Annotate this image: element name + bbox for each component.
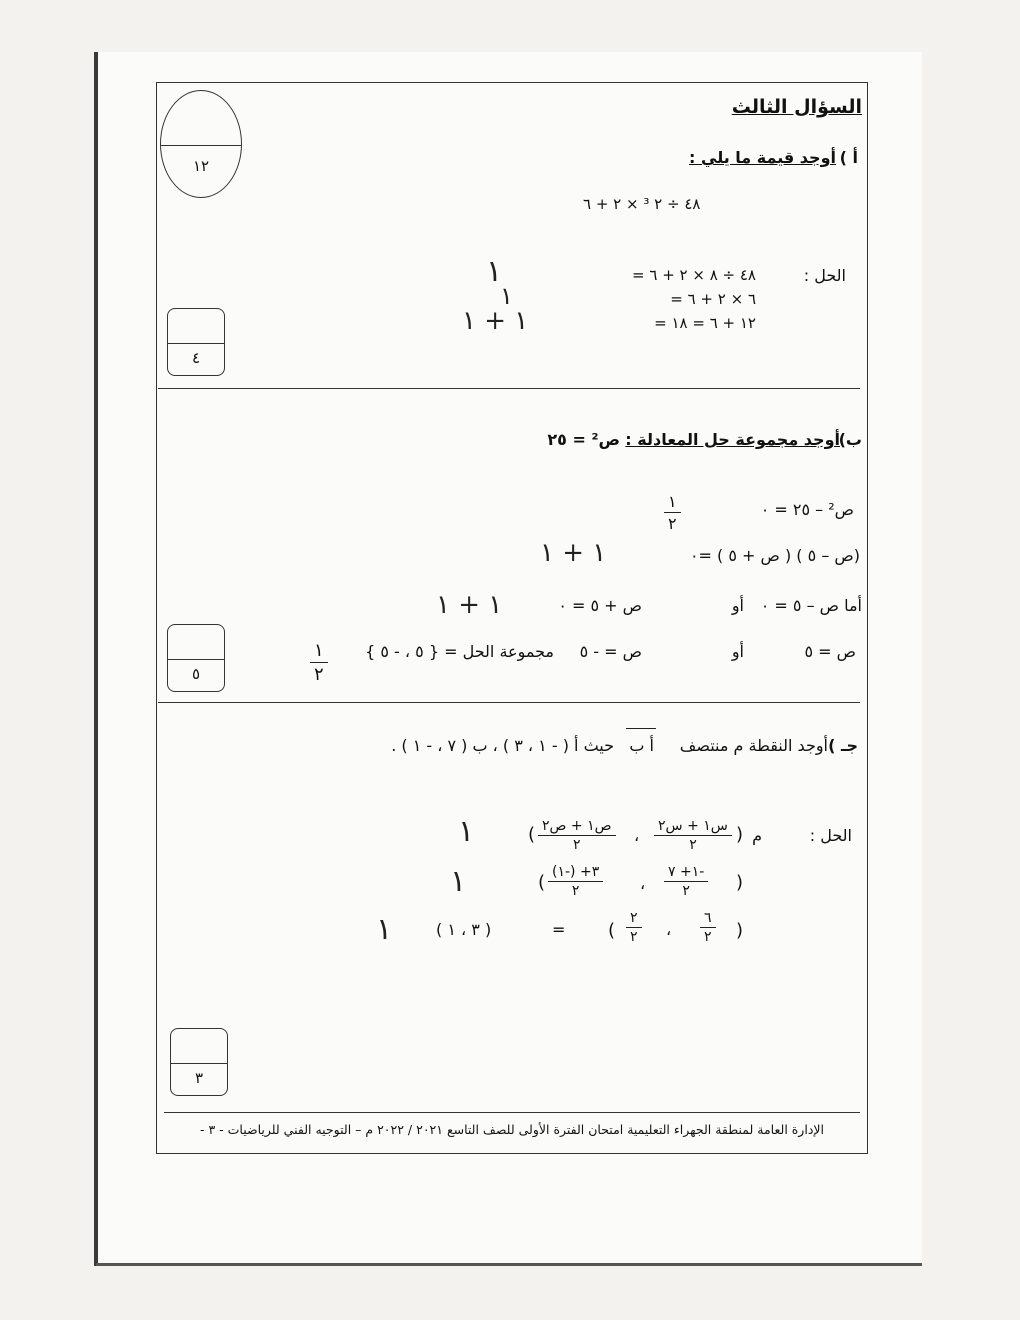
- segment-overline: [626, 728, 656, 729]
- part-b-half-mark-2: ١ ٢: [310, 640, 328, 685]
- part-b-or-1: أو: [731, 596, 744, 615]
- part-c-mark-1: ١: [458, 814, 475, 849]
- paper-bottom-edge: [96, 1263, 922, 1266]
- divider-a-b: [158, 388, 860, 389]
- paper-left-edge: [94, 52, 98, 1266]
- part-b-prompt: أوجد مجموعة حل المعادلة :: [625, 430, 840, 449]
- part-c-l2-x-frac: -١+ ٧ ٢: [664, 864, 708, 899]
- part-b-mark-2: ١ + ١: [436, 590, 503, 620]
- part-a-box-mark: ٤: [191, 349, 201, 367]
- part-b-solution-set: مجموعة الحل = { ٥ ، - ٥ }: [365, 642, 554, 661]
- part-c-l3-comma: ،: [666, 920, 672, 939]
- part-c-l3-y-frac: ٢ ٢: [626, 910, 642, 945]
- footer-divider: [164, 1112, 860, 1113]
- part-c-l3-open: ): [736, 920, 744, 941]
- part-b-mark-1: ١ + ١: [540, 538, 607, 568]
- part-b-equation: ص² = ٢٥: [547, 430, 620, 449]
- part-a-mark-3: ١ + ١: [462, 306, 529, 336]
- part-c-point: م: [752, 826, 762, 845]
- part-c-mark-3: ١: [376, 912, 393, 947]
- part-c-l2-open: ): [736, 872, 744, 893]
- part-a-step-2: = ٦ × ٢ + ٦: [670, 290, 756, 308]
- part-c-l2-y-frac: ٣+ (-١) ٢: [548, 864, 603, 899]
- part-c-l3-close: (: [608, 920, 616, 941]
- part-b-step-4: ص = ٥: [804, 642, 856, 661]
- part-b-half-mark-1: ١ ٢: [664, 492, 681, 533]
- part-b-step-1: ص² – ٢٥ = ٠: [760, 500, 854, 519]
- part-c-result: ( ٣ ، ١ ): [436, 920, 492, 939]
- part-a-mark-2: ١: [500, 282, 513, 310]
- part-a-solution-label: الحل :: [803, 266, 846, 285]
- part-c-l1-open: ): [736, 824, 744, 845]
- part-b-box-mark: ٥: [191, 665, 201, 683]
- exam-frame: [156, 82, 868, 1154]
- divider-b-c: [158, 702, 860, 703]
- part-b-step-2: (ص – ٥ ) ( ص + ٥ ) =٠: [689, 546, 860, 565]
- part-c-l2-comma: ،: [640, 874, 646, 893]
- part-b-label: ب): [838, 430, 862, 449]
- part-c-l1-close: (: [528, 824, 536, 845]
- part-c-mark-2: ١: [450, 864, 467, 899]
- part-c-prompt: أوجد النقطة م منتصف: [679, 736, 828, 755]
- page-footer: الإدارة العامة لمنطقة الجهراء التعليمية امتحان الفترة الأولى للصف التاسع ٢٠٢١ / ٢٠٢٢ م – التوجيه الفني للرياضيات - ٣ -: [199, 1122, 824, 1137]
- part-c-l1-y-frac: ص١ + ص٢ ٢: [538, 818, 616, 853]
- part-c-mark-box: [170, 1028, 228, 1096]
- part-a-label: أ ): [839, 148, 858, 167]
- part-a-prompt: أوجد قيمة ما يلي :: [689, 148, 836, 167]
- total-mark-oval: [160, 90, 242, 198]
- part-a-expression: ٤٨ ÷ ٢ ³ × ٢ + ٦: [583, 195, 701, 213]
- part-a-mark-1: ١: [486, 254, 503, 289]
- part-a-mark-box: [167, 308, 225, 376]
- part-b-or-2: أو: [731, 642, 744, 661]
- part-c-l3-equals: =: [552, 920, 566, 939]
- part-c-l1-x-frac: س١ + س٢ ٢: [654, 818, 732, 853]
- part-c-box-mark: ٣: [194, 1069, 204, 1087]
- part-b-or-step-1: ص + ٥ = ٠: [558, 596, 642, 615]
- part-b-step-3: أما ص – ٥ = ٠: [760, 596, 862, 615]
- part-c-l3-x-frac: ٦ ٢: [700, 910, 716, 945]
- part-b-mark-box: [167, 624, 225, 692]
- section-title: السؤال الثالث: [731, 96, 862, 118]
- part-c-segment: أ ب: [629, 736, 654, 755]
- part-c-l2-close: (: [538, 872, 546, 893]
- total-mark: ١٢: [192, 157, 210, 175]
- part-c-l1-comma: ،: [634, 826, 640, 845]
- part-b-or-step-2: ص = - ٥: [579, 642, 642, 661]
- part-c-solution-label: الحل :: [809, 826, 852, 845]
- part-c-given: حيث أ ( - ١ ، ٣ ) ، ب ( ٧ ، - ١ ) .: [391, 736, 614, 755]
- part-c-label: جـ ): [828, 736, 858, 755]
- part-a-step-1: = ٤٨ ÷ ٨ × ٢ + ٦: [632, 266, 756, 284]
- part-a-step-3: = ١٢ + ٦ = ١٨: [654, 314, 756, 332]
